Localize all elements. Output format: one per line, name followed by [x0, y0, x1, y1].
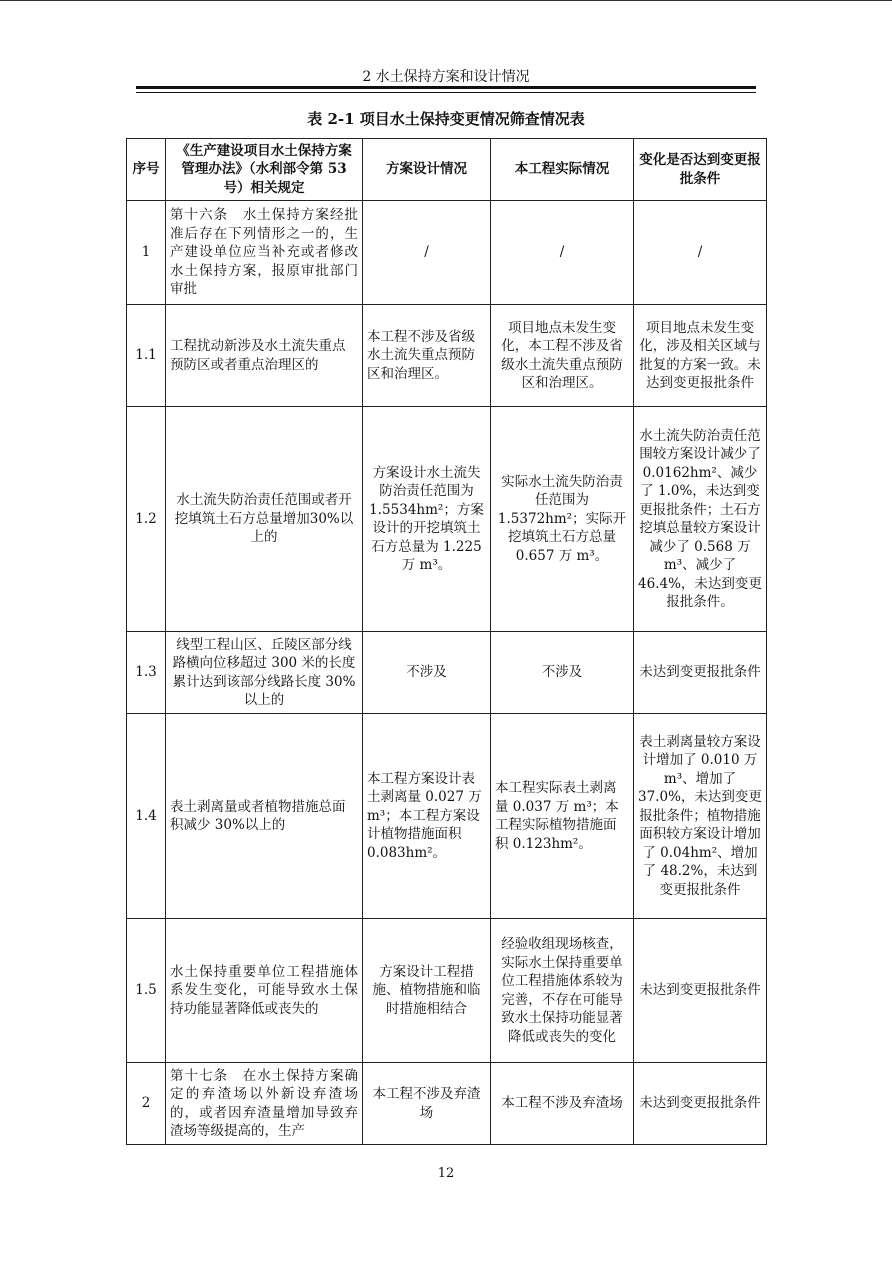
row-index: 1.5 [127, 919, 166, 1063]
row-index: 1 [127, 201, 166, 305]
actual-cell: 实际水土流失防治责任范围为1.5372hm²；实际开挖填筑土石方总量 0.657 万 m³。 [491, 407, 634, 632]
conclusion-cell: 未达到变更报批条件 [634, 632, 767, 714]
actual-cell: 本工程不涉及弃渣场 [491, 1063, 634, 1145]
table-caption: 表 2-1 项目水土保持变更情况筛查情况表 [307, 110, 585, 128]
actual-cell: 本工程实际表土剥离量 0.037 万 m³；本工程实际植物措施面积 0.123hm²。 [491, 714, 634, 919]
regulation-cell: 水土保持重要单位工程措施体系发生变化，可能导致水土保持功能显著降低或丧失的 [166, 919, 363, 1063]
table-row [127, 407, 767, 632]
plan-design-cell: 方案设计水土流失防治责任范围为 1.5534hm²；方案设计的开挖填筑土石方总量为 1.225 万 m³。 [363, 407, 491, 632]
plan-design-cell: 本工程不涉及弃渣场 [363, 1063, 491, 1145]
plan-design-cell: / [363, 201, 491, 305]
header-cell-conclusion: 变化是否达到变更报批条件 [634, 139, 767, 201]
row-index: 1.4 [127, 714, 166, 919]
conclusion-cell: / [634, 201, 767, 305]
table-row [127, 305, 767, 407]
header-cell-plan-design: 方案设计情况 [363, 139, 491, 201]
row-index: 2 [127, 1063, 166, 1145]
table-row [127, 201, 767, 305]
conclusion-cell: 未达到变更报批条件 [634, 919, 767, 1063]
table-row [127, 632, 767, 714]
top-border-line [0, 0, 892, 1]
table-header-row [127, 139, 767, 201]
running-header: 2 水土保持方案和设计情况 [362, 69, 530, 85]
regulation-cell: 第十六条 水土保持方案经批准后存在下列情形之一的，生产建设单位应当补充或者修改水土保持方案，报原审批部门审批 [166, 201, 363, 305]
regulation-cell: 工程扰动新涉及水土流失重点预防区或者重点治理区的 [166, 305, 363, 407]
plan-design-cell: 本工程方案设计表土剥离量 0.027 万 m³；本工程方案设计植物措施面积 0.083hm²。 [363, 714, 491, 919]
table-row [127, 1063, 767, 1145]
conclusion-cell: 项目地点未发生变化，涉及相关区域与批复的方案一致。未达到变更报批条件 [634, 305, 767, 407]
header-cell-regulation: 《生产建设项目水土保持方案管理办法》（水利部令第 53 号）相关规定 [166, 139, 363, 201]
regulation-cell: 线型工程山区、丘陵区部分线路横向位移超过 300 米的长度累计达到该部分线路长度 30%以上的 [166, 632, 363, 714]
header-cell-actual: 本工程实际情况 [491, 139, 634, 201]
page-number: 12 [437, 1166, 455, 1181]
conclusion-cell: 水土流失防治责任范围较方案设计减少了 0.0162hm²、减少了 1.0%，未达到变更报批条件；土石方挖填总量较方案设计减少了 0.568 万 m³、减少了 46.4%，未达到变更报批条件。 [634, 407, 767, 632]
header-cell-index: 序号 [127, 139, 166, 201]
regulation-cell: 表土剥离量或者植物措施总面积减少 30%以上的 [166, 714, 363, 919]
row-index: 1.3 [127, 632, 166, 714]
plan-design-cell: 本工程不涉及省级水土流失重点预防区和治理区。 [363, 305, 491, 407]
actual-cell: 经验收组现场核查，实际水土保持重要单位工程措施体系较为完善，不存在可能导致水土保持功能显著降低或丧失的变化 [491, 919, 634, 1063]
regulation-cell: 水土流失防治责任范围或者开挖填筑土石方总量增加30%以上的 [166, 407, 363, 632]
plan-design-cell: 不涉及 [363, 632, 491, 714]
regulation-cell: 第十七条 在水土保持方案确定的弃渣场以外新设弃渣场的，或者因弃渣量增加导致弃渣场等级提高的，生产 [166, 1063, 363, 1145]
row-index: 1.1 [127, 305, 166, 407]
table-row [127, 919, 767, 1063]
actual-cell: 项目地点未发生变化，本工程不涉及省级水土流失重点预防区和治理区。 [491, 305, 634, 407]
screening-table [126, 138, 767, 1145]
actual-cell: 不涉及 [491, 632, 634, 714]
row-index: 1.2 [127, 407, 166, 632]
actual-cell: / [491, 201, 634, 305]
conclusion-cell: 未达到变更报批条件 [634, 1063, 767, 1145]
header-rule-thin [136, 92, 756, 93]
conclusion-cell: 表土剥离量较方案设计增加了 0.010 万 m³、增加了 37.0%，未达到变更报批条件；植物措施面积较方案设计增加了 0.04hm²、增加了 48.2%，未达到变更报批条件 [634, 714, 767, 919]
plan-design-cell: 方案设计工程措施、植物措施和临时措施相结合 [363, 919, 491, 1063]
table-row [127, 714, 767, 919]
header-rule-thick [136, 86, 756, 89]
